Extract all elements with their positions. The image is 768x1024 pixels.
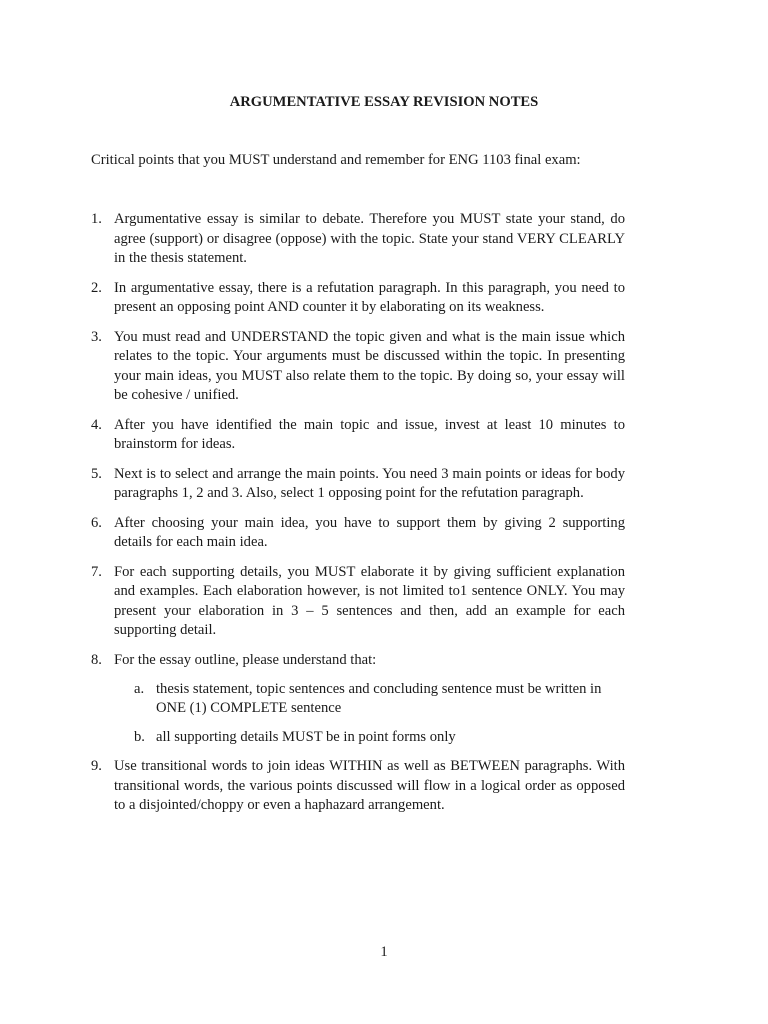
list-item-number: 7. (91, 563, 102, 580)
list-item-text: Next is to select and arrange the main points. You need 3 main points or ideas for body paragraphs 1, 2 and 3. Also, select 1 opposing point for the refutation paragraph. (114, 465, 625, 501)
list-item-text: Use transitional words to join ideas WITHIN as well as BETWEEN paragraphs. With transitional words, the various points discussed will flow in a logical order as opposed to a disjointed/choppy or even a haphazard arrangement. (114, 758, 625, 813)
list-item (91, 210, 625, 269)
list-item-number: 1. (91, 211, 102, 227)
list-item-number: 6. (91, 514, 102, 531)
list-item (91, 328, 625, 406)
list-item (91, 651, 625, 748)
revision-notes-list (91, 210, 625, 826)
list-item (91, 514, 625, 553)
list-item (91, 279, 625, 318)
sublist-item (134, 728, 625, 747)
list-item-number: 3. (91, 328, 102, 345)
list-item (91, 563, 625, 641)
list-item-text: After you have identified the main topic and issue, invest at least 10 minutes to brainstorm for ideas. (114, 416, 625, 452)
list-item (91, 757, 625, 816)
list-item-number: 8. (91, 651, 102, 668)
intro-paragraph: Critical points that you MUST understand and remember for ENG 1103 final exam: (91, 152, 581, 168)
list-item (91, 465, 625, 504)
sublist-item-text: thesis statement, topic sentences and concluding sentence must be written in ONE (1) COMPLETE sentence (156, 681, 602, 716)
list-item-text: In argumentative essay, there is a refutation paragraph. In this paragraph, you need to present an opposing point AND counter it by elaborating on its weakness. (114, 279, 625, 315)
document-title: ARGUMENTATIVE ESSAY REVISION NOTES (229, 94, 539, 110)
list-item-number: 4. (91, 416, 102, 433)
list-item-number: 5. (91, 465, 102, 482)
sublist-item-letter: b. (134, 729, 145, 745)
list-item-text: For each supporting details, you MUST elaborate it by giving sufficient explanation and examples. Each elaboration however, is not limited to1 sentence ONLY. You may present your elaboration in 3 – 5 sentences and then, add an example for each supporting detail. (114, 563, 625, 638)
outline-sublist (114, 680, 625, 747)
list-item-text: After choosing your main idea, you have to support them by giving 2 supporting details for each main idea. (114, 514, 625, 550)
list-item-text: Argumentative essay is similar to debate. Therefore you MUST state your stand, do agree (support) or disagree (oppose) with the topic. State your stand VERY CLEARLY in the thesis statement. (114, 211, 625, 266)
list-item-number: 9. (91, 758, 102, 774)
list-item-text: You must read and UNDERSTAND the topic given and what is the main issue which relates to the topic. Your arguments must be discussed within the topic. In presenting your main ideas, you MUST also relate them to the topic. By doing so, your essay will be cohesive / unified. (114, 328, 625, 403)
sublist-item-text: all supporting details MUST be in point forms only (156, 729, 456, 745)
list-item (91, 416, 625, 455)
page-number: 1 (380, 944, 388, 960)
list-item-number: 2. (91, 279, 102, 296)
sublist-item-letter: a. (134, 681, 145, 697)
list-item-text: For the essay outline, please understand that: (114, 651, 377, 668)
sublist-item (134, 680, 625, 718)
